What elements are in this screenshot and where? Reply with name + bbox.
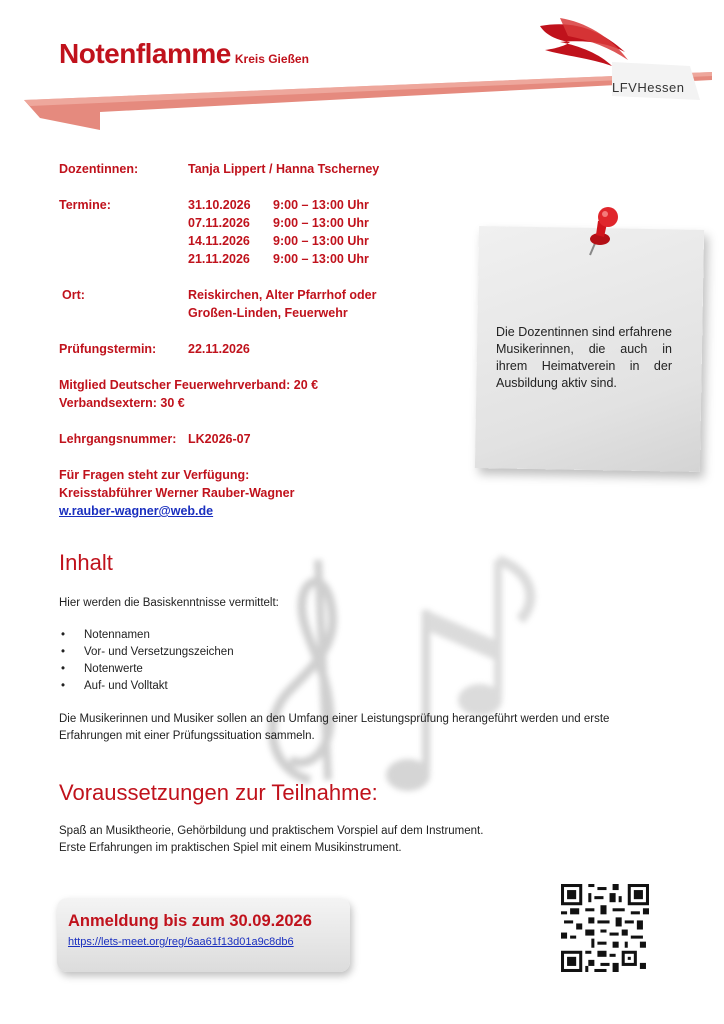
termin-date: 31.10.2026 — [188, 198, 251, 212]
termin-date: 14.11.2026 — [188, 234, 250, 248]
voraussetzungen-line-1: Spaß an Musiktheorie, Gehörbildung und praktischem Vorspiel auf dem Instrument. — [59, 825, 484, 837]
list-item: • Vor- und Versetzungszeichen — [59, 644, 234, 661]
note-text: Die Dozentinnen sind erfahrene Musikerinnen, die auch in ihrem Heimatverein in der Ausbildung aktiv sind. — [496, 325, 672, 390]
termin-date: 21.11.2026 — [188, 252, 250, 266]
course-details — [59, 160, 479, 520]
contact-email-link[interactable]: w.rauber-wagner@web.de — [59, 504, 214, 518]
termin-time: 9:00 – 13:00 Uhr — [273, 252, 369, 266]
registration-deadline: Anmeldung bis zum 30.09.2026 — [68, 912, 312, 930]
fee-member: Mitglied Deutscher Feuerwehrverband: 20 € — [59, 378, 319, 392]
contact-person: Kreisstabführer Werner Rauber-Wagner — [59, 486, 295, 500]
registration-box — [57, 898, 350, 972]
organization-name: LFVHessen — [612, 80, 685, 95]
music-notes-background-icon — [230, 500, 570, 800]
ort-line-2: Großen-Linden, Feuerwehr — [188, 306, 348, 320]
termin-time: 9:00 – 13:00 Uhr — [273, 216, 369, 230]
qr-code-icon[interactable] — [561, 884, 649, 972]
voraussetzungen-line-2: Erste Erfahrungen im praktischen Spiel mit einem Musikinstrument. — [59, 842, 402, 854]
inhalt-outro: Die Musikerinnen und Musiker sollen an den Umfang einer Leistungsprüfung herangeführt werden und erste Erfahrungen mit einer Prüfungssituation sammeln. — [59, 713, 610, 742]
registration-link[interactable]: https://lets-meet.org/reg/6aa61f13d01a9c8db6 — [68, 936, 294, 948]
voraussetzungen-heading: Voraussetzungen zur Teilnahme: — [59, 780, 378, 805]
contact-intro: Für Fragen steht zur Verfügung: — [59, 468, 250, 482]
list-item: • Notenwerte — [59, 661, 234, 678]
dozentinnen-label: Dozentinnen: — [59, 162, 139, 176]
list-item: • Notennamen — [59, 627, 234, 644]
ort-line-1: Reiskirchen, Alter Pfarrhof oder — [188, 288, 377, 302]
pruefungstermin-label: Prüfungstermin: — [59, 342, 157, 356]
inhalt-heading: Inhalt — [59, 550, 113, 575]
termin-time: 9:00 – 13:00 Uhr — [273, 234, 369, 248]
termin-time: 9:00 – 13:00 Uhr — [273, 198, 369, 212]
list-item: • Auf- und Volltakt — [59, 678, 234, 695]
fee-external: Verbandsextern: 30 € — [59, 396, 185, 410]
course-number-value: LK2026-07 — [188, 432, 251, 446]
inhalt-list — [59, 627, 234, 695]
course-number-label: Lehrgangsnummer: — [59, 432, 177, 446]
termin-date: 07.11.2026 — [188, 216, 250, 230]
pushpin-icon — [584, 205, 628, 257]
inhalt-intro: Hier werden die Basiskenntnisse vermittelt: — [59, 597, 279, 609]
ort-label: Ort: — [62, 288, 85, 302]
termine-label: Termine: — [59, 198, 111, 212]
dozentinnen-value: Tanja Lippert / Hanna Tscherney — [188, 162, 380, 176]
page-subtitle: Kreis Gießen — [234, 52, 309, 66]
title-text: Notenflamme — [59, 38, 231, 69]
page-title — [59, 38, 309, 70]
pruefungstermin-value: 22.11.2026 — [188, 342, 250, 356]
